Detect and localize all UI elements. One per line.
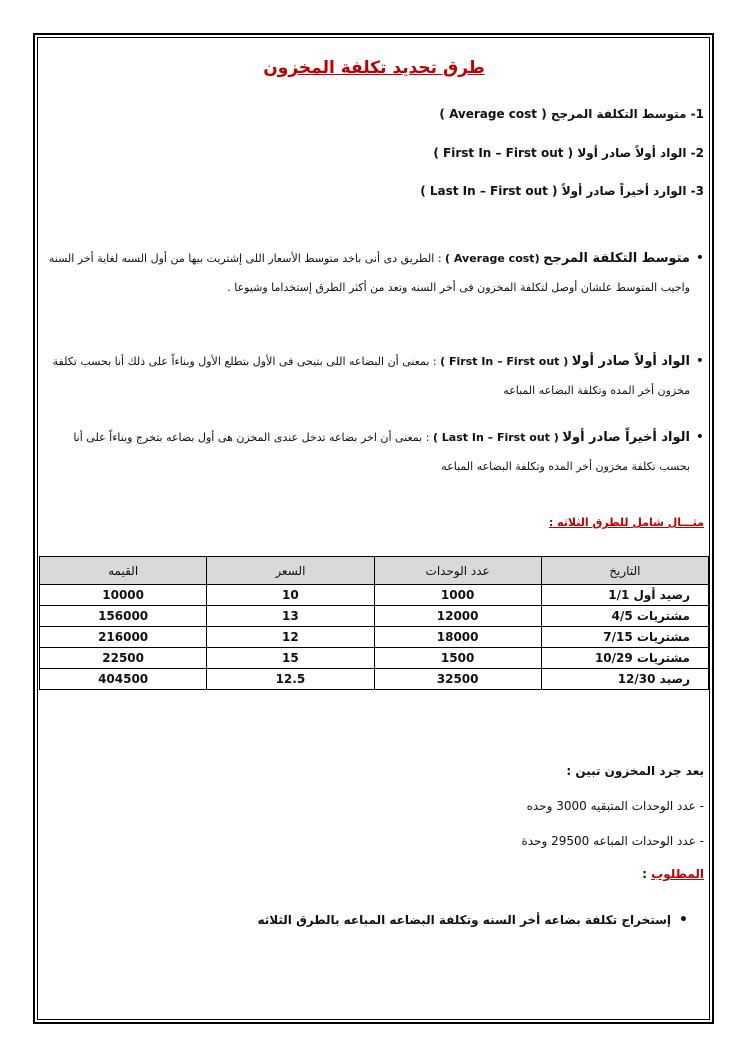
inventory-line-remaining: - عدد الوحدات المتبقيه 3000 وحده	[526, 799, 704, 813]
cell-value: 10000	[40, 585, 207, 606]
col-header-units: عدد الوحدات	[374, 557, 541, 585]
bullet-text: : الطريق دى أنى باخد متوسط الأسعار اللى إشتريت بيها من أول السنه لغاية أخر السنه واجيب المتوسط علشان أوصل لتكلفة المخزون فى أخر السنه وتعد من أكثر الطرق إستخداما وشيوعا .	[48, 252, 690, 294]
required-heading	[642, 867, 704, 881]
inventory-heading: بعد جرد المخزون تبين :	[566, 764, 704, 778]
cell-units: 1000	[374, 585, 541, 606]
bullet-english: ( Last In – First out )	[432, 431, 559, 444]
cell-date: رصيد أول 1/1	[541, 585, 708, 606]
inventory-table	[39, 556, 709, 690]
bullet-average-cost	[44, 244, 704, 302]
bullet-icon: •	[679, 912, 688, 928]
table-header-row	[40, 557, 709, 585]
cell-date: رصيد 12/30	[541, 669, 708, 690]
inventory-line-sold: - عدد الوحدات المباعه 29500 وحدة	[521, 834, 704, 848]
method-item-2: 2- الواد أولاً صادر أولا ( First In – First out )	[433, 146, 704, 160]
bullet-icon: •	[695, 429, 704, 445]
bullet-fifo	[44, 347, 704, 405]
cell-price: 10	[207, 585, 374, 606]
bullet-english: (Average cost )	[445, 252, 540, 265]
cell-value: 22500	[40, 648, 207, 669]
bullet-head: الواد أولاً صادر أولا	[571, 354, 690, 369]
method-item-3: 3- الوارد أخيراً صادر أولاً ( Last In – First out )	[420, 184, 704, 198]
cell-units: 1500	[374, 648, 541, 669]
table-row	[40, 669, 709, 690]
cell-date: مشتريات 4/5	[541, 606, 708, 627]
table-row	[40, 585, 709, 606]
bullet-head: متوسط التكلفة المرجح	[543, 251, 690, 266]
cell-date: مشتريات 10/29	[541, 648, 708, 669]
bullet-icon: •	[695, 353, 704, 369]
table-row	[40, 648, 709, 669]
cell-price: 13	[207, 606, 374, 627]
col-header-value: القيمه	[40, 557, 207, 585]
cell-price: 12	[207, 627, 374, 648]
cell-value: 156000	[40, 606, 207, 627]
table-row	[40, 627, 709, 648]
required-item	[257, 912, 688, 928]
bullet-text: : بمعنى أن اخر بضاعه تدخل عندى المخزن هى أول بضاعه بتخرج وبناءاً على أنا بحسب تكلفة مخزون أخر المده وتكلفة البضاعه المباعه	[73, 431, 690, 473]
bullet-head: الواد أخيراً صادر أولا	[562, 430, 690, 445]
bullet-icon: •	[695, 250, 704, 266]
cell-price: 12.5	[207, 669, 374, 690]
required-label: المطلوب	[651, 867, 704, 881]
cell-value: 216000	[40, 627, 207, 648]
cell-date: مشتريات 7/15	[541, 627, 708, 648]
col-header-price: السعر	[207, 557, 374, 585]
cell-units: 18000	[374, 627, 541, 648]
bullet-text: : بمعنى أن البضاعه اللى بتيجى فى الأول بتطلع الأول وبناءاً على ذلك أنا بحسب تكلفة مخزون أخر المده وتكلفة البضاعه المباعه	[52, 355, 690, 397]
page-title: طرق تحديد تكلفة المخزون	[263, 58, 485, 78]
cell-units: 32500	[374, 669, 541, 690]
method-item-1: 1- متوسط التكلفة المرجح ( Average cost )	[439, 107, 704, 121]
bullet-english: ( First In – First out )	[440, 355, 569, 368]
example-heading: مثـــال شامل للطرق الثلاثه :	[548, 516, 704, 529]
col-header-date: التاريخ	[541, 557, 708, 585]
cell-value: 404500	[40, 669, 207, 690]
required-colon: :	[642, 867, 652, 881]
cell-units: 12000	[374, 606, 541, 627]
bullet-lifo	[44, 423, 704, 481]
required-item-text: إستخراج تكلفة بضاعه أخر السنه وتكلفة البضاعه المباعه بالطرق الثلاثه	[257, 913, 672, 927]
table-row	[40, 606, 709, 627]
cell-price: 15	[207, 648, 374, 669]
